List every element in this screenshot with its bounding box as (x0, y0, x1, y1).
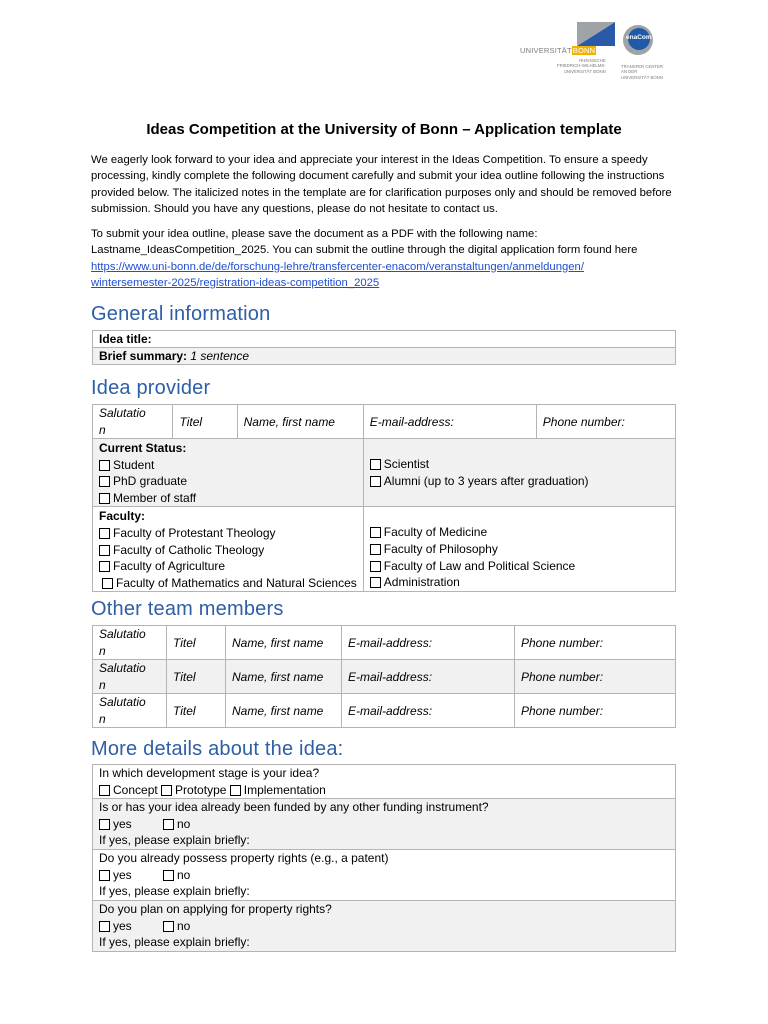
table-row (93, 850, 676, 901)
faculty-option[interactable]: Faculty of Medicine (370, 524, 669, 541)
question-label: In which development stage is your idea? (99, 766, 320, 780)
question-label: Do you already possess property rights (e.g., a patent) (99, 851, 389, 866)
property-rights-question (93, 850, 676, 901)
submit-text: To submit your idea outline, please save the document as a PDF with the following name: Lastname_IdeasCompetition_2025. You can submit the outline through the digital application form found here (91, 228, 638, 257)
checkbox-icon[interactable] (99, 870, 110, 881)
general-information-heading: General information (91, 303, 271, 325)
title-field[interactable]: Titel (173, 405, 237, 439)
funding-question (93, 799, 676, 850)
yes-option[interactable]: yes (99, 867, 163, 884)
checkbox-icon[interactable] (99, 460, 110, 471)
university-name: UNIVERSITÄTBONN (520, 46, 596, 55)
explain-field[interactable]: If yes, please explain briefly: (99, 833, 250, 848)
enacom-subtitle: TRANSFER CENTER AN DER UNIVERSITÄT BONN (621, 64, 664, 80)
name-field[interactable]: Name, first name (226, 660, 342, 694)
no-option[interactable]: no (163, 919, 190, 933)
registration-link[interactable]: https://www.uni-bonn.de/de/forschung-lehre/transfercenter-enacom/veranstaltungen/anmeldungen/ wintersemester-2025/registration-ideas-competition_2025 (91, 260, 584, 289)
enacom-logo (619, 22, 667, 86)
idea-provider-heading: Idea provider (91, 377, 211, 399)
stage-implementation-option[interactable]: Implementation (230, 783, 326, 797)
yes-no-options (99, 918, 669, 935)
idea-details-table (92, 764, 676, 952)
phone-field[interactable]: Phone number: (515, 660, 676, 694)
faculty-option[interactable]: Faculty of Protestant Theology (99, 525, 357, 542)
team-members-table (92, 625, 676, 728)
table-row (93, 900, 676, 951)
faculty-option[interactable]: Faculty of Mathematics and Natural Sciences (99, 575, 357, 592)
general-information-table (92, 330, 676, 365)
idea-details-heading: More details about the idea: (91, 738, 344, 760)
phone-field[interactable]: Phone number: (536, 405, 675, 439)
status-phd-option[interactable]: PhD graduate (99, 473, 357, 490)
table-row (93, 799, 676, 850)
title-field[interactable]: Titel (167, 694, 226, 728)
email-field[interactable]: E-mail-address: (363, 405, 536, 439)
stage-concept-option[interactable]: Concept (99, 783, 158, 797)
explain-field[interactable]: If yes, please explain briefly: (99, 884, 250, 899)
status-scientist-option[interactable]: Scientist (370, 456, 669, 473)
title-field[interactable]: Titel (167, 660, 226, 694)
checkbox-icon[interactable] (161, 785, 172, 796)
brief-summary-field[interactable]: Brief summary: 1 sentence (93, 348, 676, 365)
checkbox-icon[interactable] (99, 561, 110, 572)
no-option[interactable]: no (163, 817, 190, 831)
name-field[interactable]: Name, first name (226, 626, 342, 660)
table-row (93, 694, 676, 728)
email-field[interactable]: E-mail-address: (342, 660, 515, 694)
status-student-option[interactable]: Student (99, 457, 357, 474)
email-field[interactable]: E-mail-address: (342, 694, 515, 728)
checkbox-icon[interactable] (370, 544, 381, 555)
university-subtitle: RHEINISCHE FRIEDRICH-WILHELMS- UNIVERSITÄT BONN (557, 58, 606, 74)
checkbox-icon[interactable] (99, 921, 110, 932)
checkbox-icon[interactable] (99, 493, 110, 504)
table-row (93, 626, 676, 660)
submit-paragraph (91, 226, 681, 291)
yes-no-options (99, 816, 669, 833)
phone-field[interactable]: Phone number: (515, 626, 676, 660)
checkbox-icon[interactable] (99, 476, 110, 487)
table-row (93, 660, 676, 694)
idea-title-field[interactable]: Idea title: (93, 331, 676, 348)
question-label: Do you plan on applying for property rights? (99, 901, 332, 916)
checkbox-icon[interactable] (230, 785, 241, 796)
checkbox-icon[interactable] (99, 528, 110, 539)
faculty-right (363, 507, 675, 592)
idea-provider-table (92, 404, 676, 592)
status-staff-option[interactable]: Member of staff (99, 490, 357, 507)
checkbox-icon[interactable] (370, 459, 381, 470)
faculty-option[interactable]: Faculty of Philosophy (370, 541, 669, 558)
yes-option[interactable]: yes (99, 816, 163, 833)
checkbox-icon[interactable] (163, 921, 174, 932)
team-members-heading: Other team members (91, 598, 284, 620)
yes-option[interactable]: yes (99, 918, 163, 935)
checkbox-icon[interactable] (99, 819, 110, 830)
email-field[interactable]: E-mail-address: (342, 626, 515, 660)
header-logos (517, 22, 667, 86)
checkbox-icon[interactable] (163, 819, 174, 830)
name-field[interactable]: Name, first name (226, 694, 342, 728)
checkbox-icon[interactable] (99, 785, 110, 796)
salutation-field[interactable]: Salutatio n (93, 660, 167, 694)
name-field[interactable]: Name, first name (237, 405, 363, 439)
faculty-option[interactable]: Faculty of Law and Political Science (370, 558, 669, 575)
question-label: Is or has your idea already been funded by any other funding instrument? (99, 800, 489, 815)
phone-field[interactable]: Phone number: (515, 694, 676, 728)
stage-options (99, 782, 669, 799)
faculty-left (93, 507, 364, 592)
apply-property-rights-question (93, 900, 676, 951)
salutation-field[interactable]: Salutatio n (93, 405, 173, 439)
checkbox-icon[interactable] (370, 476, 381, 487)
university-bonn-logo (517, 22, 617, 86)
development-stage-question (93, 765, 676, 799)
explain-field[interactable]: If yes, please explain briefly: (99, 935, 250, 950)
checkbox-icon[interactable] (370, 577, 381, 588)
status-alumni-option[interactable]: Alumni (up to 3 years after graduation) (370, 473, 669, 490)
checkbox-icon[interactable] (163, 870, 174, 881)
current-status-left (93, 439, 364, 507)
title-field[interactable]: Titel (167, 626, 226, 660)
yes-no-options (99, 867, 669, 884)
document-title: Ideas Competition at the University of Bonn – Application template (146, 121, 622, 138)
faculty-option[interactable]: Faculty of Agriculture (99, 558, 357, 575)
salutation-field[interactable]: Salutatio n (93, 694, 167, 728)
current-status-label: Current Status: (99, 441, 187, 455)
faculty-option[interactable]: Administration (370, 574, 669, 591)
intro-paragraph: We eagerly look forward to your idea and appreciate your interest in the Ideas Competition. To ensure a speedy processing, kindly complete the following document carefully and submit your idea outline following the instructions provided below. The italicized notes in the template are for clarification purposes only and should be removed before submission. Should you have any questions, please do not hesitate to contact us. (91, 154, 672, 215)
faculty-label: Faculty: (99, 509, 146, 524)
checkbox-icon[interactable] (370, 561, 381, 572)
salutation-field[interactable]: Salutatio n (93, 626, 167, 660)
no-option[interactable]: no (163, 868, 190, 882)
faculty-option[interactable]: Faculty of Catholic Theology (99, 542, 357, 559)
stage-prototype-option[interactable]: Prototype (161, 783, 226, 797)
enacom-name: enaCom (626, 34, 652, 41)
current-status-right (363, 439, 675, 507)
checkbox-icon[interactable] (102, 578, 113, 589)
checkbox-icon[interactable] (99, 545, 110, 556)
table-row (93, 765, 676, 799)
university-logo-graphic-icon (577, 22, 615, 46)
checkbox-icon[interactable] (370, 527, 381, 538)
